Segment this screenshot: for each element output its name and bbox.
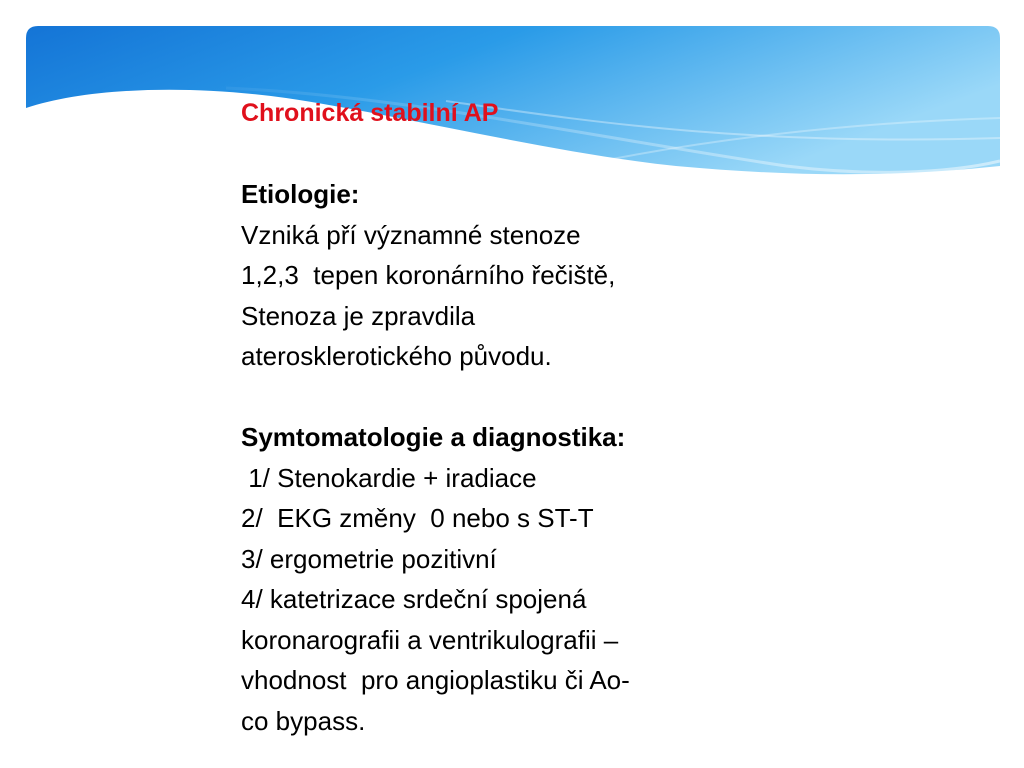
spacer: [241, 134, 761, 175]
symptoms-line: 2/ EKG změny 0 nebo s ST-T: [241, 503, 594, 533]
symptoms-line: 1/ Stenokardie + iradiace: [241, 462, 537, 493]
etiology-heading: Etiologie:: [241, 179, 360, 209]
slide-content: [241, 93, 761, 741]
etiology-line: Stenoza je zpravdila: [241, 300, 476, 331]
etiology-line: aterosklerotického původu.: [241, 341, 552, 371]
symptoms-heading: Symtomatologie a diagnostika:: [241, 422, 626, 452]
symptoms-line: koronarografii a ventrikulografii –: [241, 624, 619, 655]
symptoms-line: 4/ katetrizace srdeční spojená: [241, 584, 587, 614]
etiology-line: Vzniká pří významné stenoze: [241, 219, 581, 250]
spacer: [241, 377, 761, 418]
symptoms-line: co bypass.: [241, 705, 366, 736]
symptoms-line: vhodnost pro angioplastiku či Ao-: [241, 665, 630, 695]
symptoms-line: 3/ ergometrie pozitivní: [241, 543, 497, 574]
slide-title: Chronická stabilní AP: [241, 99, 499, 127]
etiology-line: 1,2,3 tepen koronárního řečiště,: [241, 260, 616, 290]
